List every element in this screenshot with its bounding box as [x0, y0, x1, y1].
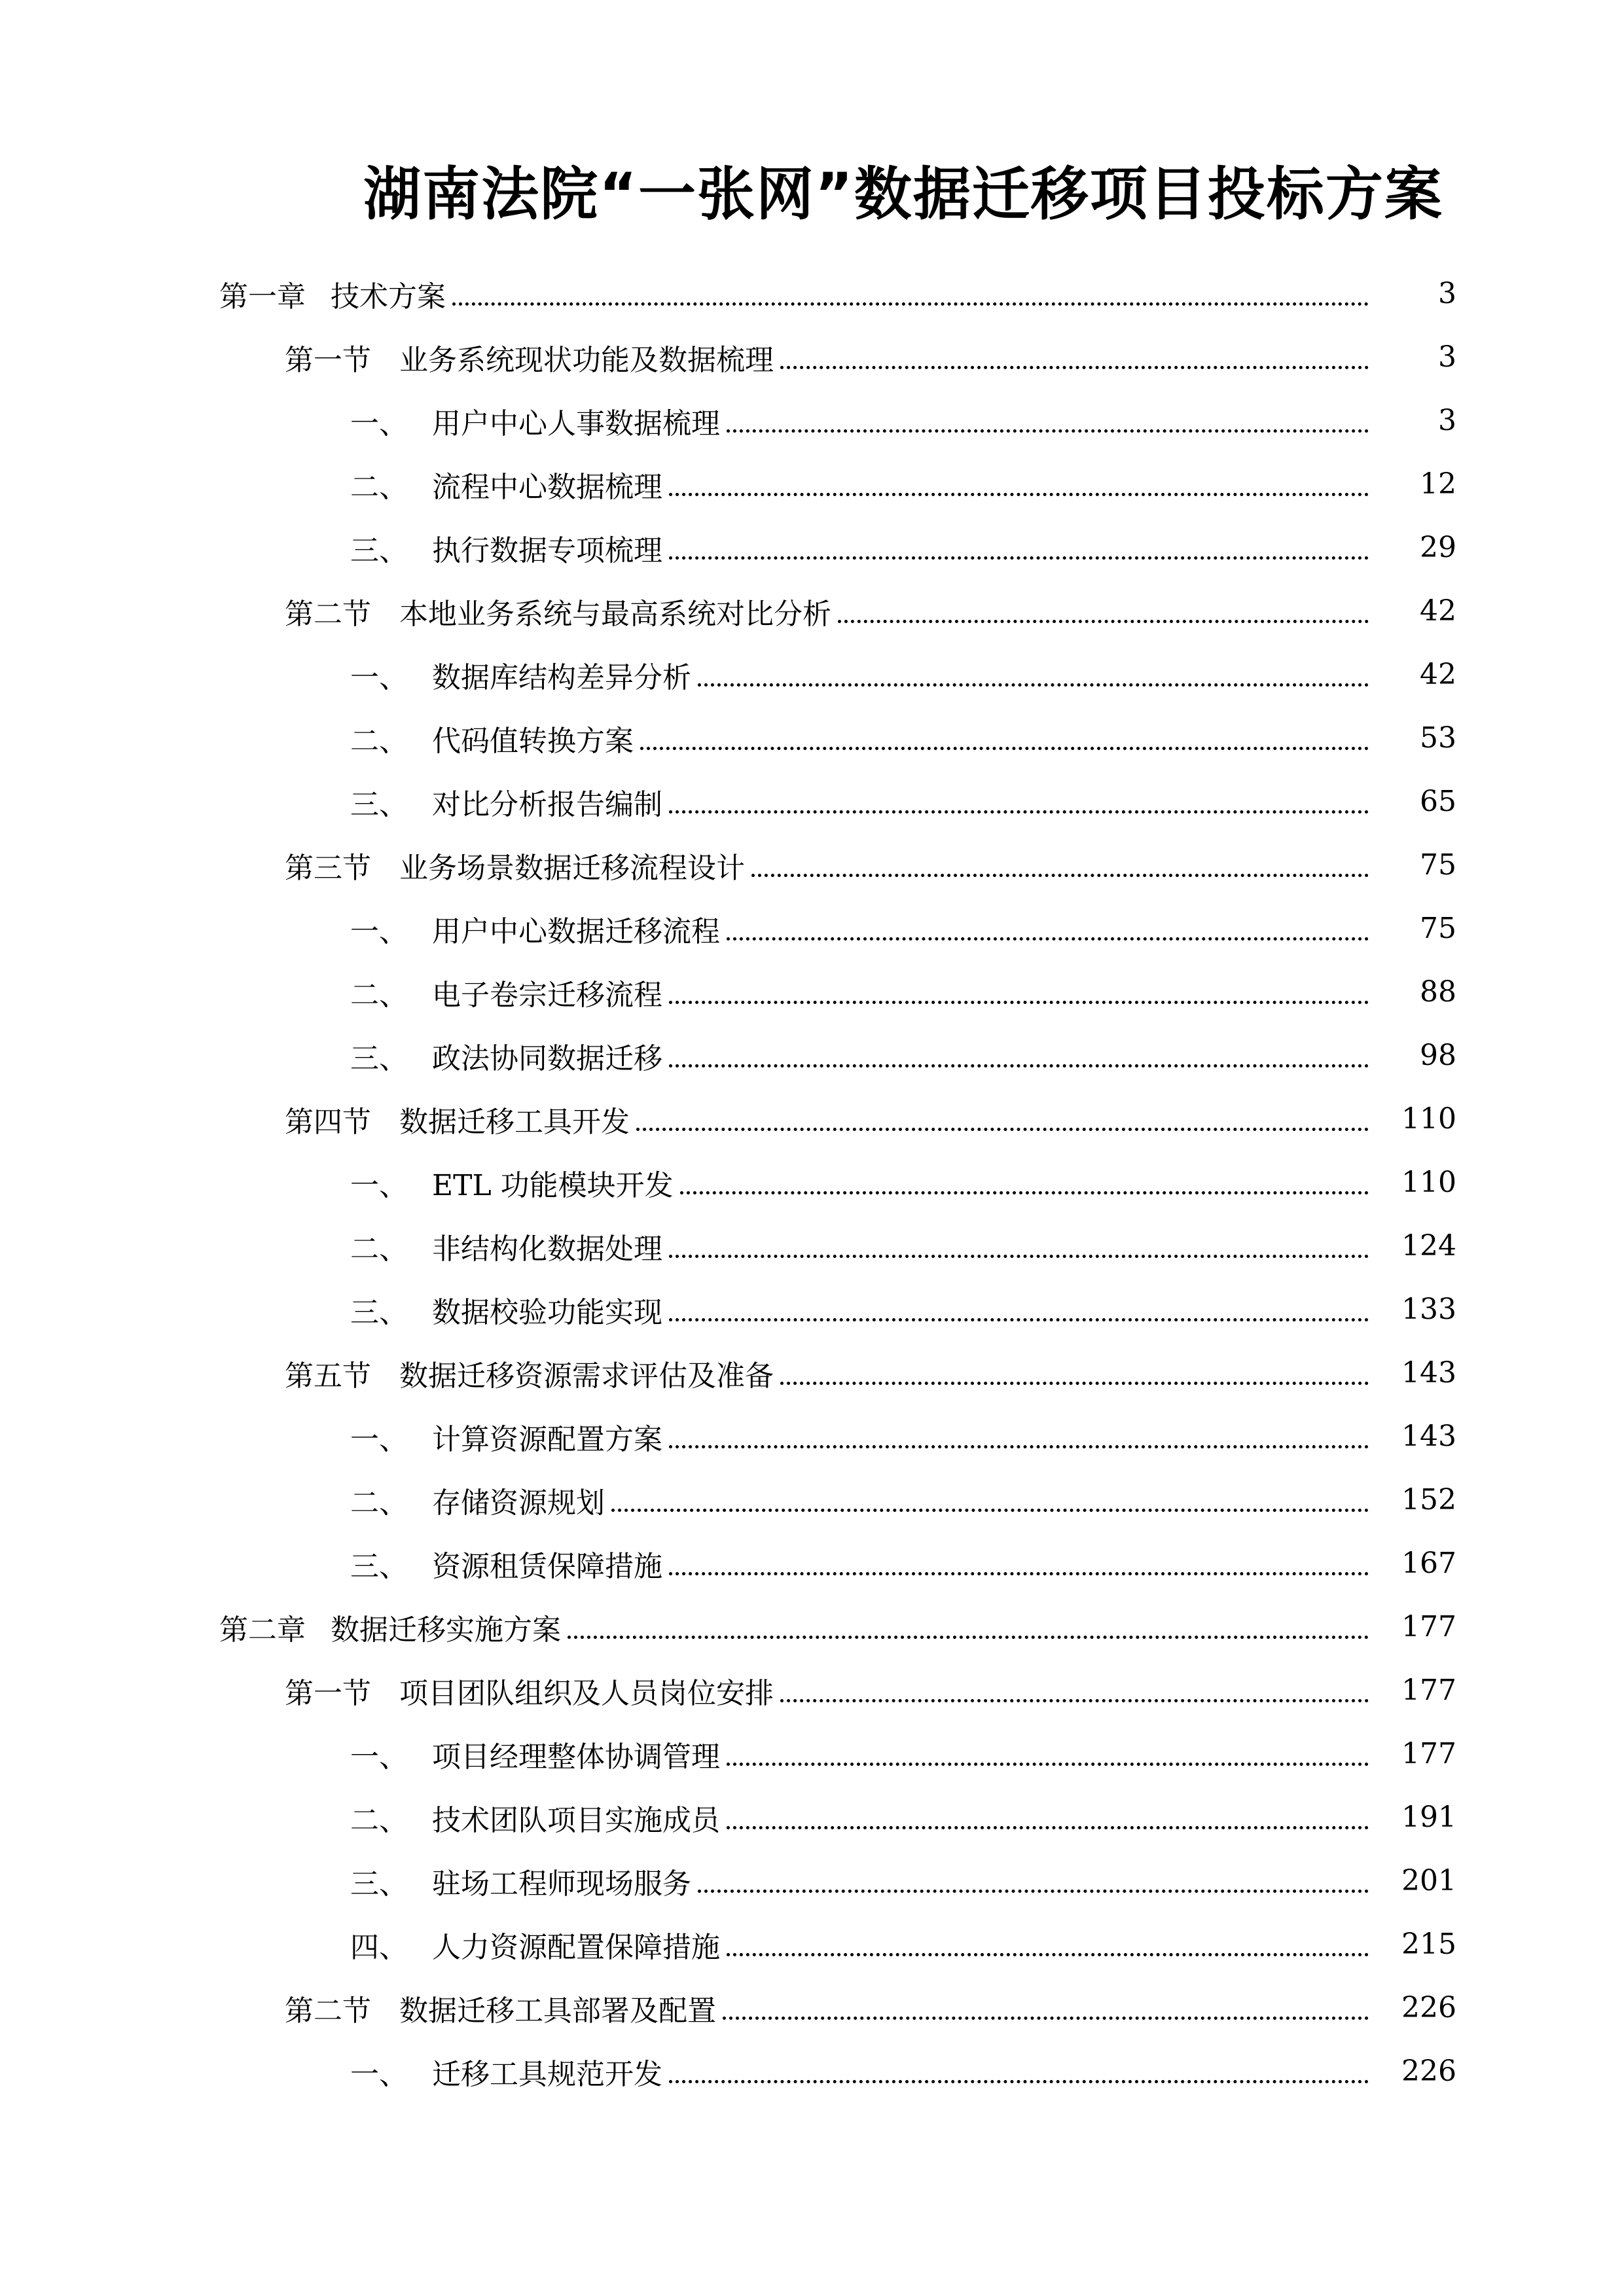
- toc-entry-page-number: 42: [1420, 658, 1456, 691]
- toc-entry-page-number: 177: [1401, 1737, 1456, 1770]
- toc-entry-number: 三、: [350, 1295, 408, 1329]
- toc-entry-page-number: 3: [1438, 404, 1456, 437]
- toc-entry-page-number: 110: [1401, 1166, 1456, 1199]
- toc-entry[interactable]: [0, 325, 1624, 389]
- toc-entry-number: 第五节: [285, 1359, 371, 1393]
- toc-entry-title: 代码值转换方案: [432, 724, 634, 758]
- toc-entry-page-number: 143: [1401, 1420, 1456, 1453]
- toc-entry[interactable]: [0, 1849, 1624, 1912]
- toc-dot-leader: [723, 1990, 1369, 2020]
- toc-entry-title: 执行数据专项梳理: [432, 533, 662, 567]
- toc-entry-number: 第一节: [285, 343, 371, 377]
- toc-entry[interactable]: [0, 833, 1624, 897]
- toc-entry-number: 一、: [350, 1422, 408, 1456]
- toc-entry-page-number: 177: [1401, 1674, 1456, 1707]
- toc-entry-page-number: 124: [1401, 1229, 1456, 1263]
- toc-dot-leader: [669, 1038, 1369, 1067]
- toc-dot-leader: [727, 911, 1369, 941]
- toc-entry[interactable]: [0, 706, 1624, 770]
- toc-entry-page-number: 152: [1401, 1483, 1456, 1516]
- toc-entry-title: 存储资源规划: [432, 1486, 605, 1520]
- toc-entry-page-number: 177: [1401, 1610, 1456, 1643]
- toc-entry-number: 第一章: [219, 279, 306, 314]
- toc-dot-leader: [640, 721, 1369, 750]
- toc-dot-leader: [636, 1102, 1369, 1131]
- toc-dot-leader: [680, 1165, 1369, 1194]
- toc-entry-number: 三、: [350, 787, 408, 821]
- toc-entry-number: 一、: [350, 1740, 408, 1774]
- toc-entry[interactable]: [0, 579, 1624, 643]
- toc-dot-leader: [780, 1355, 1369, 1385]
- toc-dot-leader: [669, 1229, 1369, 1258]
- toc-entry-number: 二、: [350, 1803, 408, 1837]
- toc-entry[interactable]: [0, 643, 1624, 706]
- toc-entry-page-number: 88: [1420, 975, 1456, 1009]
- toc-entry-number: 二、: [350, 470, 408, 504]
- toc-entry-page-number: 167: [1401, 1547, 1456, 1580]
- toc-entry-number: 第四节: [285, 1105, 371, 1139]
- toc-entry-title: 本地业务系统与最高系统对比分析: [399, 597, 831, 631]
- toc-entry[interactable]: [0, 1912, 1624, 1976]
- toc-dot-leader: [669, 784, 1369, 814]
- toc-entry[interactable]: [0, 1214, 1624, 1278]
- toc-entry[interactable]: [0, 1595, 1624, 1659]
- toc-entry-page-number: 53: [1420, 721, 1456, 755]
- toc-dot-leader: [568, 1609, 1369, 1639]
- toc-entry[interactable]: [0, 452, 1624, 516]
- toc-entry-number: 三、: [350, 1549, 408, 1583]
- toc-entry-title: 数据迁移实施方案: [331, 1613, 561, 1647]
- toc-entry-number: 四、: [350, 1930, 408, 1964]
- toc-entry-page-number: 215: [1401, 1928, 1456, 1961]
- toc-entry-number: 三、: [350, 1041, 408, 1075]
- toc-entry-number: 三、: [350, 533, 408, 567]
- document-title: 湖南法院“一张网”数据迁移项目投标方案: [363, 160, 1443, 228]
- toc-dot-leader: [669, 1546, 1369, 1575]
- toc-dot-leader: [611, 1482, 1369, 1512]
- toc-entry-number: 一、: [350, 660, 408, 694]
- toc-entry-number: 二、: [350, 724, 408, 758]
- toc-entry-title: 技术团队项目实施成员: [432, 1803, 720, 1837]
- toc-entry-number: 三、: [350, 1867, 408, 1901]
- toc-entry-title: 业务系统现状功能及数据梳理: [399, 343, 774, 377]
- toc-entry-number: 第二节: [285, 597, 371, 631]
- toc-entry-page-number: 75: [1420, 912, 1456, 945]
- toc-entry[interactable]: [0, 897, 1624, 960]
- toc-entry-title: 业务场景数据迁移流程设计: [399, 851, 745, 885]
- toc-entry[interactable]: [0, 1024, 1624, 1087]
- toc-entry-title: 数据校验功能实现: [432, 1295, 662, 1329]
- toc-entry[interactable]: [0, 770, 1624, 833]
- toc-entry[interactable]: [0, 1278, 1624, 1341]
- toc-entry-page-number: 201: [1401, 1864, 1456, 1897]
- toc-dot-leader: [727, 1736, 1369, 1766]
- toc-entry-number: 二、: [350, 1486, 408, 1520]
- toc-entry-page-number: 98: [1420, 1039, 1456, 1072]
- table-of-contents: [0, 262, 1624, 2103]
- toc-entry[interactable]: [0, 1405, 1624, 1468]
- toc-entry-page-number: 110: [1401, 1102, 1456, 1136]
- toc-entry[interactable]: [0, 1659, 1624, 1722]
- toc-dot-leader: [669, 530, 1369, 560]
- toc-entry-page-number: 3: [1438, 277, 1456, 310]
- toc-entry[interactable]: [0, 389, 1624, 452]
- toc-dot-leader: [669, 1292, 1369, 1321]
- toc-entry-number: 第一节: [285, 1676, 371, 1710]
- toc-entry-title: 用户中心人事数据梳理: [432, 406, 720, 440]
- toc-entry-title: 迁移工具规范开发: [432, 2057, 662, 2091]
- toc-entry-number: 一、: [350, 1168, 408, 1202]
- toc-entry[interactable]: [0, 1341, 1624, 1405]
- toc-entry-title: 非结构化数据处理: [432, 1232, 662, 1266]
- toc-dot-leader: [669, 975, 1369, 1004]
- toc-entry-title: 数据库结构差异分析: [432, 660, 691, 694]
- toc-entry-title: 数据迁移工具开发: [399, 1105, 630, 1139]
- toc-entry[interactable]: [0, 1976, 1624, 2039]
- toc-entry[interactable]: [0, 960, 1624, 1024]
- toc-entry-page-number: 191: [1401, 1801, 1456, 1834]
- toc-dot-leader: [452, 276, 1369, 306]
- toc-entry-title: 驻场工程师现场服务: [432, 1867, 691, 1901]
- toc-entry-number: 第三节: [285, 851, 371, 885]
- toc-entry-title: 电子卷宗迁移流程: [432, 978, 662, 1012]
- toc-dot-leader: [751, 848, 1369, 877]
- toc-entry-page-number: 29: [1420, 531, 1456, 564]
- toc-entry-title: 计算资源配置方案: [432, 1422, 662, 1456]
- toc-dot-leader: [780, 1673, 1369, 1702]
- toc-entry[interactable]: [0, 516, 1624, 579]
- toc-entry-title: 数据迁移工具部署及配置: [399, 1994, 716, 2028]
- toc-dot-leader: [780, 340, 1369, 369]
- toc-entry-page-number: 12: [1420, 467, 1456, 501]
- toc-entry-number: 一、: [350, 2057, 408, 2091]
- toc-entry-number: 一、: [350, 914, 408, 948]
- toc-dot-leader: [838, 594, 1369, 623]
- toc-entry-title: 对比分析报告编制: [432, 787, 662, 821]
- toc-entry[interactable]: [0, 1087, 1624, 1151]
- toc-entry-title: ETL 功能模块开发: [432, 1168, 674, 1202]
- toc-entry-page-number: 3: [1438, 340, 1456, 374]
- toc-entry-number: 第二节: [285, 1994, 371, 2028]
- toc-entry-page-number: 42: [1420, 594, 1456, 628]
- toc-entry-title: 用户中心数据迁移流程: [432, 914, 720, 948]
- toc-entry[interactable]: [0, 1468, 1624, 1532]
- toc-dot-leader: [727, 1927, 1369, 1956]
- toc-entry-title: 数据迁移资源需求评估及准备: [399, 1359, 774, 1393]
- toc-entry[interactable]: [0, 1722, 1624, 1785]
- toc-dot-leader: [698, 1863, 1369, 1893]
- toc-entry-page-number: 226: [1401, 1991, 1456, 2024]
- toc-dot-leader: [669, 2054, 1369, 2083]
- toc-entry-page-number: 226: [1401, 2054, 1456, 2088]
- toc-entry-title: 政法协同数据迁移: [432, 1041, 662, 1075]
- toc-entry-page-number: 143: [1401, 1356, 1456, 1390]
- toc-entry[interactable]: [0, 262, 1624, 325]
- toc-entry[interactable]: [0, 2039, 1624, 2103]
- toc-entry[interactable]: [0, 1151, 1624, 1214]
- toc-dot-leader: [727, 403, 1369, 433]
- toc-entry-number: 二、: [350, 1232, 408, 1266]
- toc-entry-title: 项目团队组织及人员岗位安排: [399, 1676, 774, 1710]
- toc-entry[interactable]: [0, 1785, 1624, 1849]
- toc-entry-title: 项目经理整体协调管理: [432, 1740, 720, 1774]
- toc-dot-leader: [669, 1419, 1369, 1448]
- toc-dot-leader: [669, 467, 1369, 496]
- toc-entry-page-number: 75: [1420, 848, 1456, 882]
- toc-dot-leader: [727, 1800, 1369, 1829]
- toc-entry-title: 人力资源配置保障措施: [432, 1930, 720, 1964]
- toc-entry-title: 资源租赁保障措施: [432, 1549, 662, 1583]
- toc-dot-leader: [698, 657, 1369, 687]
- toc-entry-number: 一、: [350, 406, 408, 440]
- toc-entry-number: 二、: [350, 978, 408, 1012]
- toc-entry-page-number: 133: [1401, 1293, 1456, 1326]
- toc-entry-page-number: 65: [1420, 785, 1456, 818]
- toc-entry-number: 第二章: [219, 1613, 306, 1647]
- toc-entry-title: 技术方案: [331, 279, 446, 314]
- toc-entry-title: 流程中心数据梳理: [432, 470, 662, 504]
- toc-entry[interactable]: [0, 1532, 1624, 1595]
